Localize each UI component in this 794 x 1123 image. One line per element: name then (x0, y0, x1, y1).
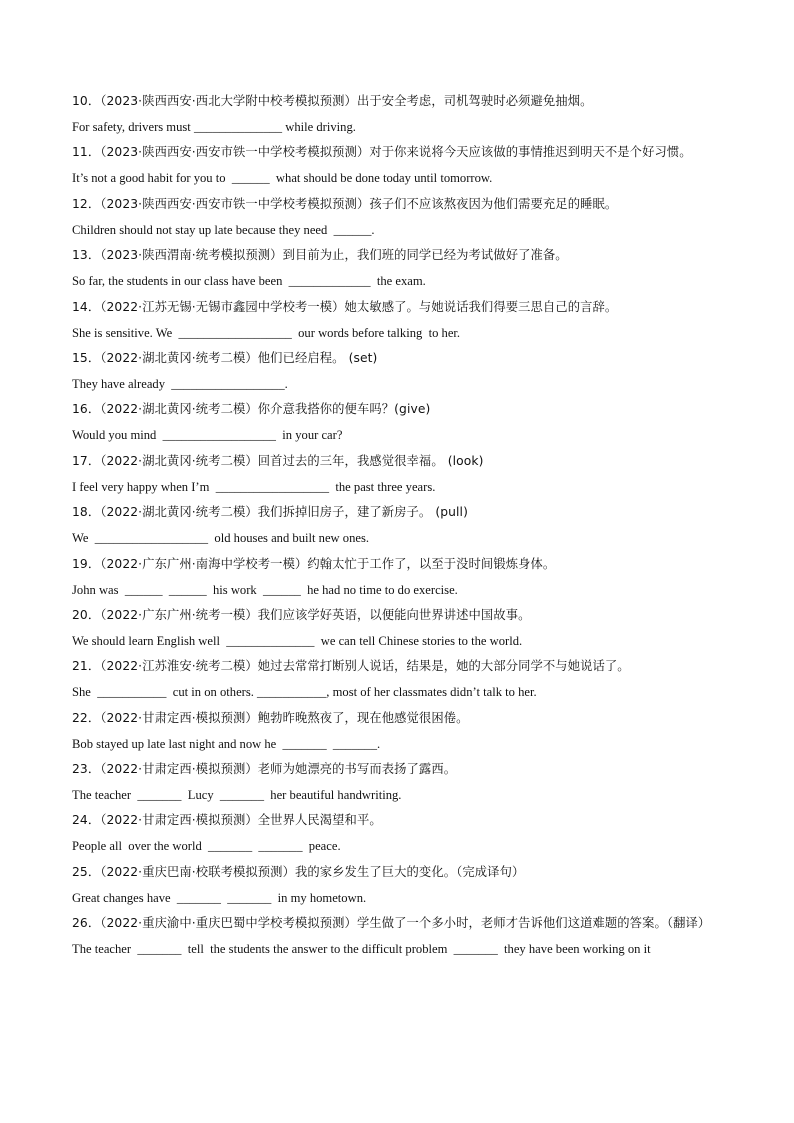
exercise-item-11 (72, 144, 732, 186)
fill-in-sentence: For safety, drivers must ______________ while driving. (72, 120, 356, 134)
fill-in-sentence: We __________________ old houses and built new ones. (72, 531, 370, 546)
exercise-item-17 (72, 453, 732, 495)
exercise-item-26 (72, 915, 732, 957)
fill-in-sentence: She ___________ cut in on others. ___________, most of her classmates didn’t talk to her. (72, 685, 537, 700)
exercise-item-15 (72, 350, 732, 392)
question-prompt: 23．（2022·甘肃定西·模拟预测）老师为她漂亮的书写而表扬了露西。 (72, 762, 457, 777)
exercise-item-24 (72, 812, 732, 854)
fill-in-sentence: Great changes have _______ _______ in my hometown. (72, 890, 367, 905)
fill-in-sentence: The teacher _______ Lucy _______ her beautiful handwriting. (72, 788, 402, 803)
fill-in-sentence: Would you mind __________________ in your car? (72, 428, 343, 443)
fill-in-sentence: The teacher _______ tell the students the answer to the difficult problem _______ they have been working on it (72, 942, 651, 957)
question-prompt: 16．（2022·湖北黄冈·统考二模）你介意我搭你的便车吗？(give) (72, 402, 431, 417)
fill-in-sentence: They have already __________________. (72, 376, 288, 391)
exercise-item-12 (72, 196, 732, 238)
question-prompt: 22．（2022·甘肃定西·模拟预测）鲍勃昨晚熬夜了，现在他感觉很困倦。 (72, 710, 469, 725)
question-prompt: 10．（2023·陕西西安·西北大学附中校考模拟预测）出于安全考虑，司机驾驶时必须避免抽烟。 (72, 94, 593, 108)
question-prompt: 14．（2022·江苏无锡·无锡市鑫园中学校考一模）她太敏感了。与她说话我们得要三思自己的言辞。 (72, 299, 618, 314)
fill-in-sentence: So far, the students in our class have been _____________ the exam. (72, 274, 426, 289)
question-prompt: 12．（2023·陕西西安·西安市铁一中学校考模拟预测）孩子们不应该熬夜因为他们需要充足的睡眠。 (72, 196, 618, 211)
exercise-item-22 (72, 710, 732, 752)
question-prompt: 13．（2023·陕西渭南·统考模拟预测）到目前为止，我们班的同学已经为考试做好了准备。 (72, 248, 568, 263)
question-prompt: 18．（2022·湖北黄冈·统考二模）我们拆掉旧房子，建了新房子。 (pull) (72, 505, 468, 520)
fill-in-sentence: People all over the world _______ _______ peace. (72, 839, 341, 854)
question-prompt: 25．（2022·重庆巴南·校联考模拟预测）我的家乡发生了巨大的变化。（完成译句） (72, 864, 525, 879)
question-prompt: 15．（2022·湖北黄冈·统考二模）他们已经启程。 (set) (72, 350, 378, 365)
fill-in-sentence: It’s not a good habit for you to ______ what should be done today until tomorrow. (72, 171, 493, 186)
exercise-item-13 (72, 247, 732, 289)
question-prompt: 21．（2022·江苏淮安·统考二模）她过去常常打断别人说话，结果是，她的大部分同学不与她说话了。 (72, 659, 630, 674)
fill-in-sentence: John was ______ ______ his work ______ he had no time to do exercise. (72, 582, 458, 597)
exercise-item-21 (72, 658, 732, 700)
fill-in-sentence: We should learn English well ______________ we can tell Chinese stories to the world. (72, 633, 523, 648)
fill-in-sentence: I feel very happy when I’m __________________ the past three years. (72, 479, 436, 494)
exercise-item-18 (72, 504, 732, 546)
exercise-item-20 (72, 607, 732, 649)
question-prompt: 26．（2022·重庆渝中·重庆巴蜀中学校考模拟预测）学生做了一个多小时，老师才告诉他们这道难题的答案。（翻译） (72, 916, 711, 931)
exercise-item-14 (72, 299, 732, 341)
exercise-item-25 (72, 864, 732, 906)
exercise-item-19 (72, 556, 732, 598)
question-prompt: 20．（2022·广东广州·统考一模）我们应该学好英语，以便能向世界讲述中国故事。 (72, 607, 531, 622)
fill-in-sentence: Children should not stay up late because they need ______. (72, 222, 375, 237)
question-prompt: 11．（2023·陕西西安·西安市铁一中学校考模拟预测）对于你来说将今天应该做的事情推迟到明天不是个好习惯。 (72, 145, 692, 160)
exercise-item-23 (72, 761, 732, 803)
question-prompt: 19．（2022·广东广州·南海中学校考一模）约翰太忙于工作了，以至于没时间锻炼身体。 (72, 556, 556, 571)
fill-in-sentence: She is sensitive. We __________________ our words before talking to her. (72, 325, 461, 340)
fill-in-sentence: Bob stayed up late last night and now he _______ _______. (72, 736, 381, 751)
exercise-item-16 (72, 401, 732, 443)
exercise-item-10 (72, 93, 732, 135)
question-prompt: 17．（2022·湖北黄冈·统考二模）回首过去的三年，我感觉很幸福。 (look) (72, 453, 484, 468)
question-prompt: 24．（2022·甘肃定西·模拟预测）全世界人民渴望和平。 (72, 813, 382, 828)
exercise-list (72, 93, 732, 967)
